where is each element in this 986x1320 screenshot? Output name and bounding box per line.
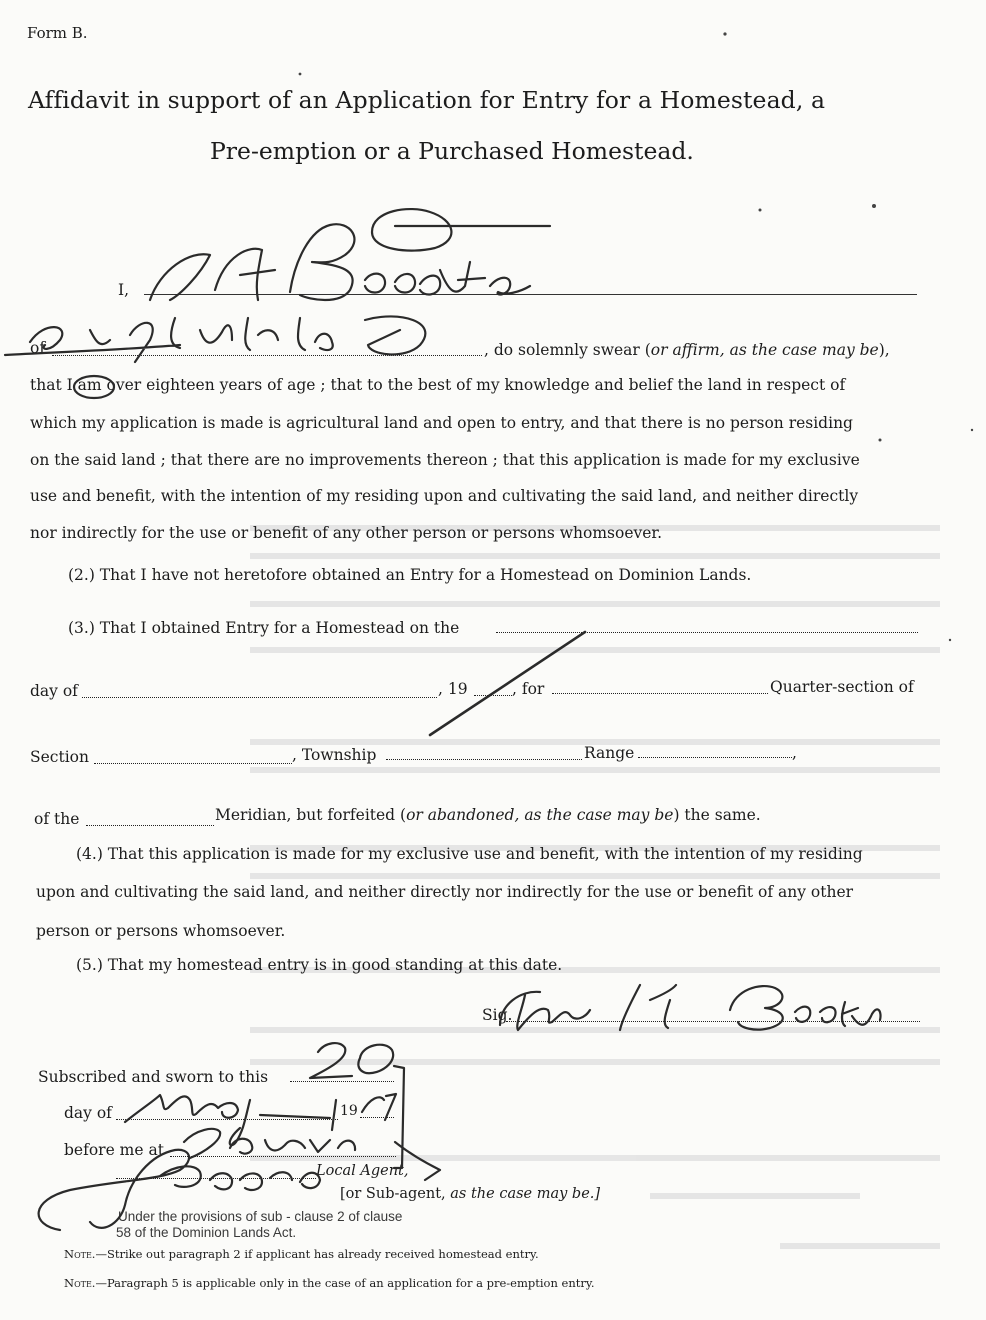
title-line-1: Affidavit in support of an Application for Entry for a Homestead, a — [28, 86, 826, 114]
i-label: I, — [118, 281, 130, 299]
p3-quarter-section: Quarter-section of — [770, 678, 914, 696]
applicant-signature — [500, 985, 881, 1030]
ink-specks — [299, 32, 974, 641]
p3-range-label: Range — [584, 744, 635, 762]
paragraph-4-line-1: (4.) That this application is made for my exclusive use and benefit, with the intention of my residing — [76, 845, 863, 863]
paragraph-4-line-2: upon and cultivating the said land, and neither directly nor indirectly for the use or benefit of any other — [36, 883, 854, 901]
paragraph-2: (2.) That I have not heretofore obtained an Entry for a Homestead on Dominion Lands. — [68, 566, 752, 584]
paragraph-4-line-3: person or persons whomsoever. — [36, 922, 286, 940]
stamp-line-2: 58 of the Dominion Lands Act. — [116, 1225, 297, 1240]
applicant-name-signature — [150, 224, 530, 300]
jurat-place — [184, 1129, 355, 1158]
intro-line-6: use and benefit, with the intention of my residing upon and cultivating the said land, and neither directly — [30, 487, 859, 505]
stamp-line-1: Under the provisions of sub - clause 2 of clause — [118, 1209, 403, 1224]
intro-line-4: which my application is made is agricultural land and open to entry, and that there is no person residing — [30, 414, 853, 432]
paragraph-3-line-1: (3.) That I obtained Entry for a Homestead on the — [68, 619, 460, 637]
p3-day-of: day of — [30, 682, 78, 700]
cancel-stroke — [430, 632, 585, 735]
jurat-day-of: day of — [64, 1104, 112, 1122]
p3-range-end: , — [792, 744, 797, 762]
jurat-before-me: before me at — [64, 1141, 164, 1159]
form-label: Form B. — [27, 24, 88, 42]
paragraph-5: (5.) That my homestead entry is in good standing at this date. — [76, 956, 563, 974]
p3-of-the: of the — [34, 810, 80, 828]
circle-mark — [74, 376, 114, 398]
p3-for: , for — [512, 680, 545, 698]
p3-township-label: , Township — [292, 746, 377, 764]
intro-line-5: on the said land ; that there are no improvements thereon ; that this application is made for my exclusive — [30, 451, 860, 469]
jurat-bracket — [394, 1066, 404, 1168]
jurat-day-numeral — [310, 1043, 393, 1078]
p3-year-prefix: , 19 — [438, 680, 468, 698]
intro-line-7: nor indirectly for the use or benefit of any other person or persons whomsoever. — [30, 524, 663, 542]
p3-section-label: Section — [30, 748, 89, 766]
local-agent-label: Local Agent, — [316, 1163, 409, 1179]
swear-clause: , do solemnly swear (or affirm, as the case may be), — [484, 341, 890, 359]
sig-label: Sig. — [482, 1006, 513, 1024]
residence-signature — [5, 316, 425, 362]
jurat-subscribed: Subscribed and sworn to this — [38, 1068, 269, 1086]
jurat-month — [125, 1095, 336, 1145]
sub-agent-label: [or Sub-agent, as the case may be.] — [340, 1186, 601, 1202]
note-1: Note.—Strike out paragraph 2 if applicant has already received homestead entry. — [64, 1247, 539, 1261]
name-flourish — [372, 209, 550, 251]
intro-line-3: that I am over eighteen years of age ; that to the best of my knowledge and belief the land in respect of — [30, 376, 846, 394]
jurat-year-numerals — [362, 1094, 396, 1120]
jurat-year-prefix: 19 — [340, 1103, 358, 1119]
p3-meridian-clause: Meridian, but forfeited (or abandoned, as the case may be) the same. — [215, 806, 761, 824]
note-2: Note.—Paragraph 5 is applicable only in the case of an application for a pre-emption entry. — [64, 1276, 595, 1290]
title-line-2: Pre-emption or a Purchased Homestead. — [210, 137, 694, 165]
of-label: of — [30, 339, 46, 357]
agent-signature — [39, 1142, 440, 1230]
